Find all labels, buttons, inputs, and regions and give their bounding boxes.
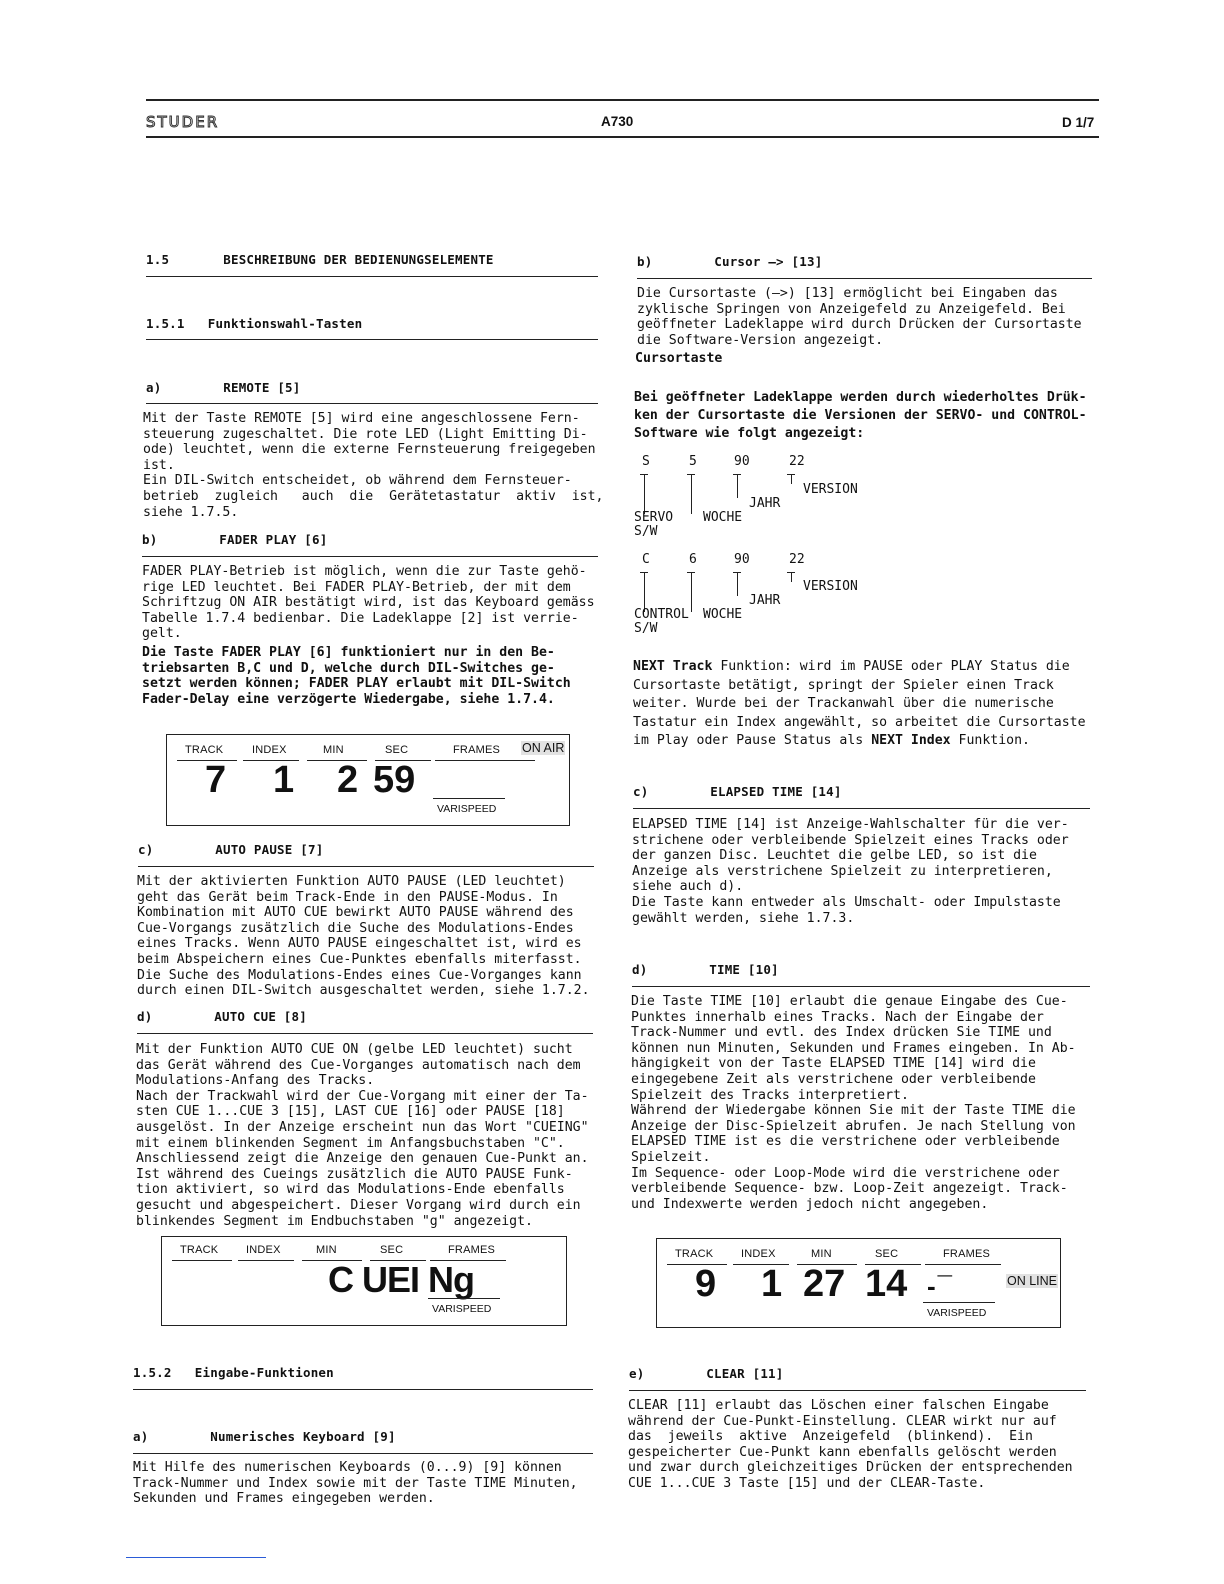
section-1-5-2-title: 1.5.2 Eingabe-Funktionen [133,1365,334,1380]
header-page-number: D 1/7 [1062,115,1095,130]
on-air-indicator: ON AIR [522,741,565,755]
control-version: 22 [789,552,805,567]
rule [133,1453,593,1454]
on-line-indicator: ON LINE [1007,1274,1058,1288]
next-line-2: Cursortaste betätigt, springt der Spieler einen Track [633,677,1054,693]
control-jahr-label: JAHR [749,593,781,608]
time-title: d) TIME [10] [632,962,779,977]
display-on-air [166,734,570,826]
display-index-value: 1 [761,1263,783,1305]
next-line-5c: Funktion. [950,733,1030,748]
display-label-index: INDEX [246,1244,281,1256]
header-top-rule [146,99,1099,101]
display-label-frames: FRAMES [448,1244,496,1256]
control-woche-label: WOCHE [703,607,743,622]
servo-version: 22 [789,454,805,469]
control-version-label: VERSION [803,579,858,594]
display-label-frames: FRAMES [453,744,501,756]
display-label-sec: SEC [380,1244,404,1256]
next-track-text [633,658,1086,751]
footer-link-line [126,1557,266,1558]
display-on-line [656,1238,1061,1328]
fader-play-title: b) FADER PLAY [6] [142,532,328,547]
keyboard-title: a) Numerisches Keyboard [9] [133,1429,396,1444]
cursor-text: Die Cursortaste (—>) [13] ermöglicht bei Eingaben das zyklische Springen von Anzeigefeld zu Anzeigefeld. Bei geöffneter Ladeklappe wird durch Drücken der Cursortaste die Software-Version angezeigt. [637,286,1082,348]
cursor-versions-text: Bei geöffneter Ladeklappe werden durch wiederholtes Drük- ken der Cursortaste die Versionen der SERVO- und CONTROL- Software wie folgt angezeigt: [634,390,1087,441]
display-label-index: INDEX [741,1248,776,1260]
elapsed-time-text: ELAPSED TIME [14] ist Anzeige-Wahlschalter für die ver- strichene oder verbleibende Spielzeit eines Tracks oder der ganzen Disc. Leuchtet die gelbe LED, so ist die Anzeige als verstrichene Spielzeit zu interpretieren, siehe auch d). Die Taste kann entweder als Umschalt- oder Impulstaste gewählt werden, siehe 1.7.3. [632,817,1069,926]
display-label-track: TRACK [180,1244,219,1256]
auto-cue-title: d) AUTO CUE [8] [137,1009,307,1024]
control-year: 90 [734,552,750,567]
servo-sw-label: S/W [634,524,658,539]
servo-s: S [642,454,650,469]
cursor-subtitle: Cursortaste [635,351,723,366]
next-line-5a: im Play oder Pause Status als [633,733,872,748]
servo-woche-label: WOCHE [703,510,743,525]
display-track-value: 7 [205,759,227,801]
display-label-sec: SEC [385,744,409,756]
servo-version-label: VERSION [803,482,858,497]
servo-week: 5 [689,454,697,469]
header-model: A730 [601,114,634,129]
auto-pause-title: c) AUTO PAUSE [7] [138,842,324,857]
rule [138,866,594,867]
display-label-index: INDEX [252,744,287,756]
section-1-5-title: 1.5 BESCHREIBUNG DER BEDIENUNGSELEMENTE [146,252,494,267]
rule [633,808,1090,809]
rule [137,1033,593,1034]
control-sw-label: S/W [634,621,658,636]
next-line-3: weiter. Wurde bei der Trackanwahl über die numerische [633,696,1054,711]
display-index-value: 1 [273,759,295,801]
display-cueing [161,1236,567,1326]
servo-label: SERVO [634,510,674,525]
display-min-value: 27 [803,1263,846,1305]
remote-title: a) REMOTE [5] [146,380,301,395]
varispeed-label: VARISPEED [927,1307,987,1319]
display-track-value: 9 [695,1263,717,1305]
display-label-min: MIN [316,1244,337,1256]
display-label-track: TRACK [185,744,224,756]
display-sec-value: 59 [373,759,416,801]
control-c: C [642,552,650,567]
display-label-frames: FRAMES [943,1248,991,1260]
rule [146,276,598,277]
fader-play-text: FADER PLAY-Betrieb ist möglich, wenn die zur Taste gehö- rige LED leuchtet. Bei FADER PLAY-Betrieb, der mit dem Schriftzug ON AIR bestätigt wird, ist das Keyboard gemäss Tabelle 1.7.4 bedienbar. Die Ladeklappe [2] ist verrie- gelt. [142,564,595,642]
next-line-1: Funktion: wird im PAUSE oder PLAY Status die [712,659,1070,674]
servo-year: 90 [734,454,750,469]
auto-cue-text: Mit der Funktion AUTO CUE ON (gelbe LED leuchtet) sucht das Gerät während des Cue-Vorganges automatisch nach dem Modulations-Anfang des Tracks. Nach der Trackwahl wird der Cue-Vorgang mit einer der Ta- sten CUE 1...CUE 3 [15], LAST CUE [16] oder PAUSE [18] ausgelöst. In der Anzeige erscheint nun das Wort "CUEING" mit einem blinkenden Segment im Anfangsbuchstaben "C". Anschliessend zeigt die Anzeige den genauen Cue-Punkt an. Ist während des Cueings zusätzlich die AUTO PAUSE Funk- tion aktiviert, so wird das Modulations-Ende ebenfalls gesucht und abgespeichert. Dieser Vorgang wird durch ein blinkendes Segment im Endbuchstaben "g" angezeigt. [136,1042,589,1229]
varispeed-label: VARISPEED [432,1303,492,1315]
rule [632,986,1090,987]
display-sec-value: 14 [865,1263,908,1305]
display-label-min: MIN [323,744,344,756]
elapsed-time-title: c) ELAPSED TIME [14] [633,784,842,799]
display-cueing-word: C UEI Ng [328,1259,475,1300]
remote-text: Mit der Taste REMOTE [5] wird eine angeschlossene Fern- steuerung zugeschaltet. Die rote LED (Light Emitting Di- ode) leuchtet, wenn die externe Fernsteuerung freigegeben ist. Ein DIL-Switch entscheidet, ob während dem Fernsteuer- betrieb zugleich auch die Gerätetastatur aktiv ist, siehe 1.7.5. [143,411,604,520]
fader-play-note: Die Taste FADER PLAY [6] funktioniert nur in den Be- triebsarten B,C und D, welche durch DIL-Switches ge- setzt werden können; FADER PLAY erlaubt mit DIL-Switch Fader-Delay eine verzögerte Wiedergabe, siehe 1.7.4. [142,645,571,707]
rule [637,278,1092,279]
display-min-value: 2 [337,759,359,801]
cursor-title: b) Cursor —> [13] [637,254,823,269]
next-line-4: Tastatur ein Index angewählt, so arbeitet die Cursortaste [633,714,1086,730]
display-frames-value: -¯ [927,1271,955,1301]
brand-logo: STUDER [146,113,220,131]
rule [629,1390,1086,1391]
rule [133,1389,593,1390]
servo-jahr-label: JAHR [749,496,781,511]
keyboard-text: Mit Hilfe des numerischen Keyboards (0...9) [9] können Track-Nummer und Index sowie mit der Taste TIME Minuten, Sekunden und Frames eingegeben werden. [133,1460,578,1507]
rule [142,556,598,557]
rule [146,403,598,404]
clear-text: CLEAR [11] erlaubt das Löschen einer falschen Eingabe während der Cue-Punkt-Einstellung. CLEAR wirkt nur auf das jeweils aktive Anzeigefeld (blinkend). Ein gespeicherter Cue-Punkt kann ebenfalls gelöscht werden und zwar durch gleichzeitiges Drücken der entsprechenden CUE 1...CUE 3 Taste [15] und der CLEAR-Taste. [628,1398,1073,1491]
display-label-track: TRACK [675,1248,714,1260]
header-bottom-rule [146,136,1099,138]
rule [146,339,598,340]
control-label: CONTROL [634,607,689,622]
display-label-sec: SEC [875,1248,899,1260]
display-label-min: MIN [811,1248,832,1260]
varispeed-label: VARISPEED [437,803,497,815]
clear-title: e) CLEAR [11] [629,1366,784,1381]
next-index-bold: NEXT Index [871,733,951,748]
next-track-lead: NEXT Track [633,659,713,674]
time-text: Die Taste TIME [10] erlaubt die genaue Eingabe des Cue- Punktes innerhalb eines Tracks. Nach der Eingabe der Track-Nummer und evtl. des Index drücken Sie TIME und können nun Minuten, Sekunden und Frames eingeben. In Ab- hängigkeit von der Taste ELAPSED TIME [14] wird die eingegebene Zeit als verstrichene oder verbleibende Spielzeit des Tracks interpretiert. Während der Wiedergabe können Sie mit der Taste TIME die Anzeige der Disc-Spielzeit abrufen. Je nach Stellung von ELAPSED TIME ist es die verstrichene oder verbleibende Spielzeit. Im Sequence- oder Loop-Mode wird die verstrichene oder verbleibende Sequence- bzw. Loop-Zeit angezeigt. Track- und Indexwerte werden jedoch nicht angegeben. [631,994,1076,1212]
control-week: 6 [689,552,697,567]
auto-pause-text: Mit der aktivierten Funktion AUTO PAUSE (LED leuchtet) geht das Gerät beim Track-Ende in den PAUSE-Modus. In Kombination mit AUTO CUE bewirkt AUTO PAUSE während des Cue-Vorgangs zusätzlich die Suche des Modulations-Endes eines Tracks. Wenn AUTO PAUSE eingeschaltet ist, wird es beim Abspeichern eines Cue-Punktes ebenfalls miterfasst. Die Suche des Modulations-Endes eines Cue-Vorganges kann durch einen DIL-Switch ausgeschaltet werden, siehe 1.7.2. [137,874,590,999]
section-1-5-1-title: 1.5.1 Funktionswahl-Tasten [146,316,363,331]
